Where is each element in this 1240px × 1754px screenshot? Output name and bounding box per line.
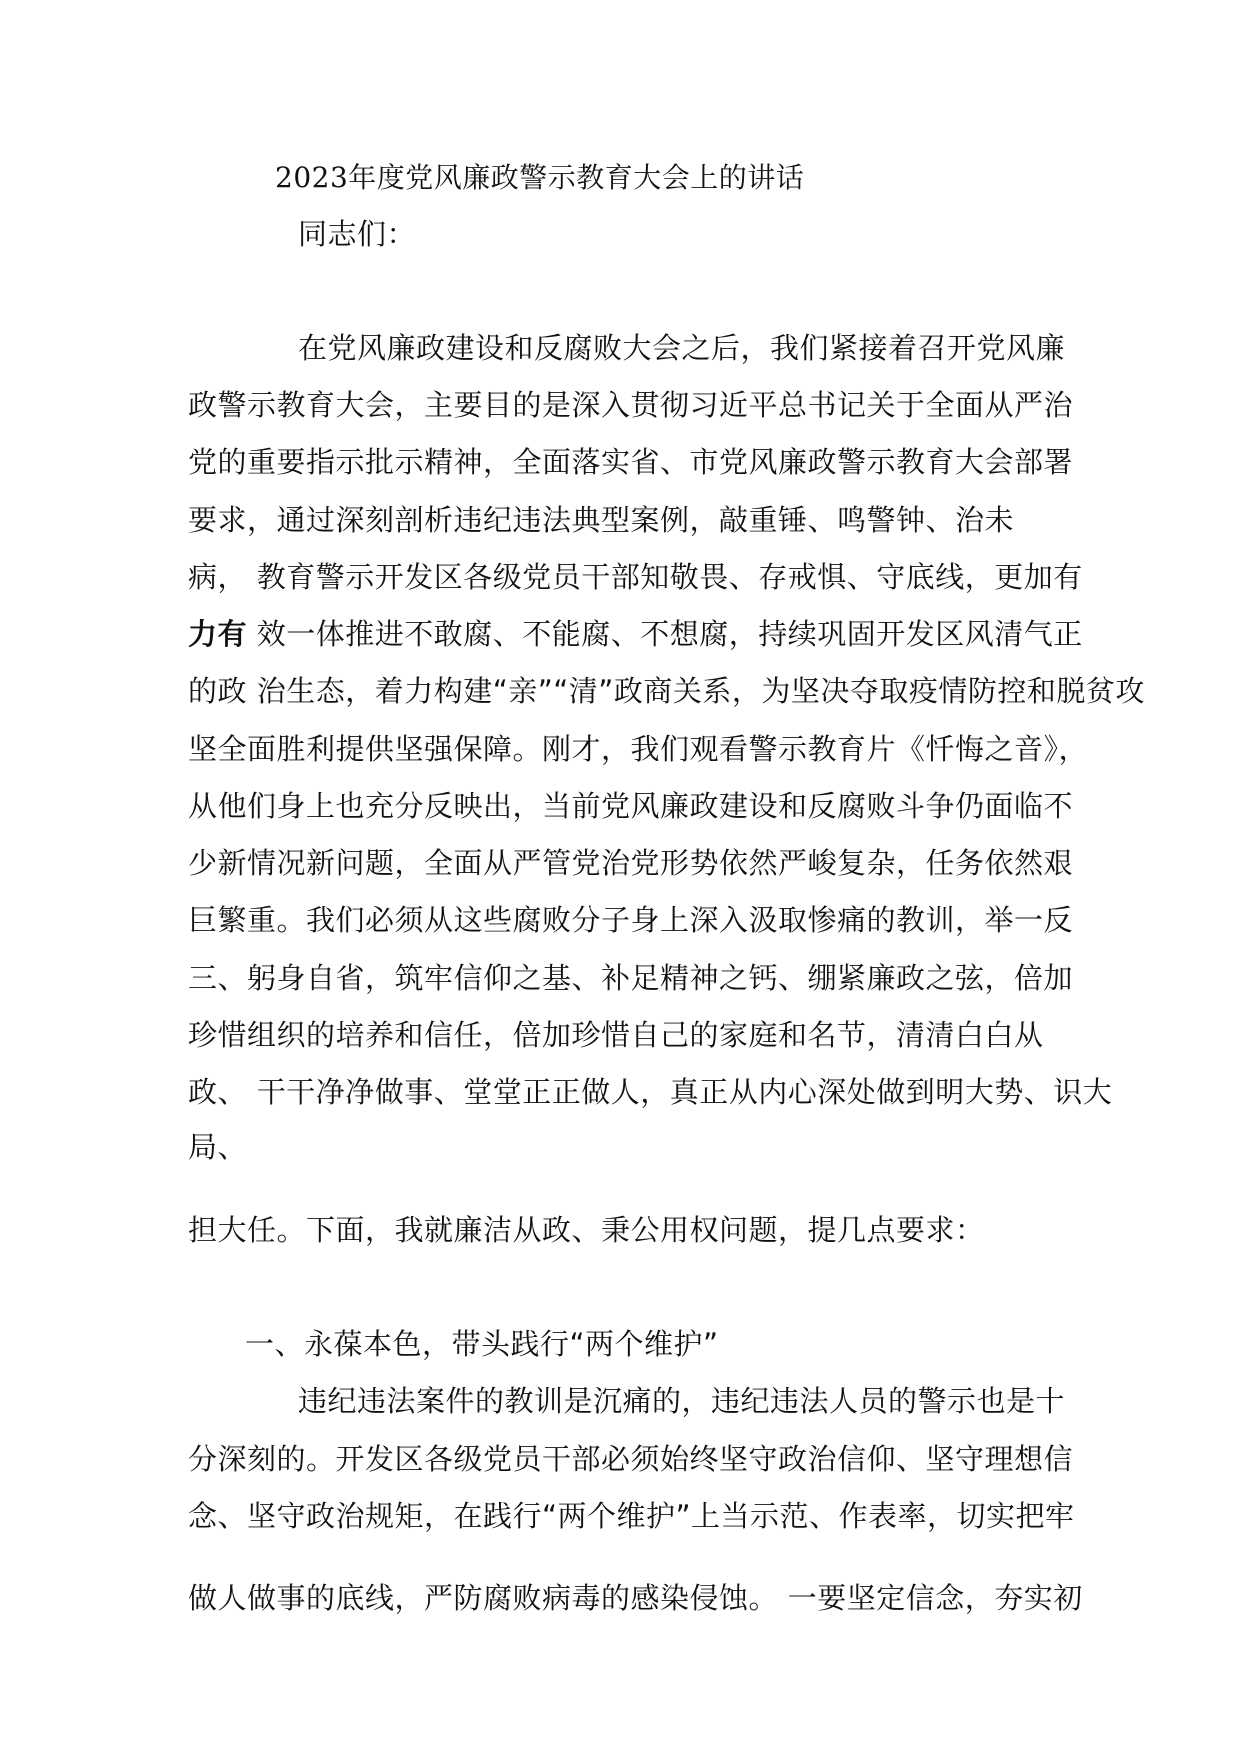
document-title: 2023年度党风廉政警示教育大会上的讲话	[275, 161, 805, 194]
paragraph-line	[188, 616, 1083, 652]
paragraph-line: 念、坚守政治规矩，在践行“两个维护”上当示范、作表率，切实把牢	[188, 1499, 1075, 1533]
paragraph-fragment: 效一体推进不敢腐、不能腐、不想腐，持续巩固开发区风清气正	[247, 617, 1083, 651]
paragraph-line: 病， 教育警示开发区各级党员干部知敬畏、存戒惧、守底线，更加有	[188, 560, 1083, 594]
paragraph-line: 巨繁重。我们必须从这些腐败分子身上深入汲取惨痛的教训，举一反	[188, 903, 1074, 937]
paragraph-line: 三、躬身自省，筑牢信仰之基、补足精神之钙、绷紧廉政之弦，倍加	[188, 961, 1074, 995]
paragraph-line: 党的重要指示批示精神，全面落实省、市党风廉政警示教育大会部署	[188, 445, 1074, 479]
paragraph-line: 珍惜组织的培养和信任，倍加珍惜自己的家庭和名节，清清白白从	[188, 1018, 1044, 1052]
paragraph-line: 担大任。下面，我就廉洁从政、秉公用权问题，提几点要求：	[188, 1213, 985, 1247]
salutation: 同志们：	[298, 217, 417, 251]
paragraph-line: 分深刻的。开发区各级党员干部必须始终坚守政治信仰、坚守理想信	[188, 1442, 1074, 1476]
paragraph-line: 做人做事的底线，严防腐败病毒的感染侵蚀。 一要坚定信念，夯实初	[188, 1581, 1083, 1615]
paragraph-line: 局、	[188, 1130, 248, 1164]
paragraph-line: 政、 干干净净做事、堂堂正正做人，真正从内心深处做到明大势、识大	[188, 1075, 1113, 1109]
paragraph-fragment: 力有	[188, 617, 248, 651]
paragraph-line: 从他们身上也充分反映出，当前党风廉政建设和反腐败斗争仍面临不	[188, 789, 1074, 823]
section-heading: 一、永葆本色，带头践行“两个维护”	[245, 1327, 719, 1361]
paragraph-line: 坚全面胜利提供坚强保障。刚才，我们观看警示教育片《忏悔之音》，	[188, 732, 1089, 766]
paragraph-line: 少新情况新问题，全面从严管党治党形势依然严峻复杂，任务依然艰	[188, 846, 1074, 880]
paragraph-line: 要求，通过深刻剖析违纪违法典型案例，敲重锤、鸣警钟、治未	[188, 503, 1015, 537]
paragraph-line: 的政 治生态，着力构建“亲”“清”政商关系，为坚决夺取疫情防控和脱贫攻	[188, 674, 1145, 708]
paragraph-line: 违纪违法案件的教训是沉痛的，违纪违法人员的警示也是十	[298, 1384, 1066, 1418]
paragraph-line: 政警示教育大会，主要目的是深入贯彻习近平总书记关于全面从严治	[188, 388, 1074, 422]
paragraph-line: 在党风廉政建设和反腐败大会之后，我们紧接着召开党风廉	[298, 331, 1066, 365]
